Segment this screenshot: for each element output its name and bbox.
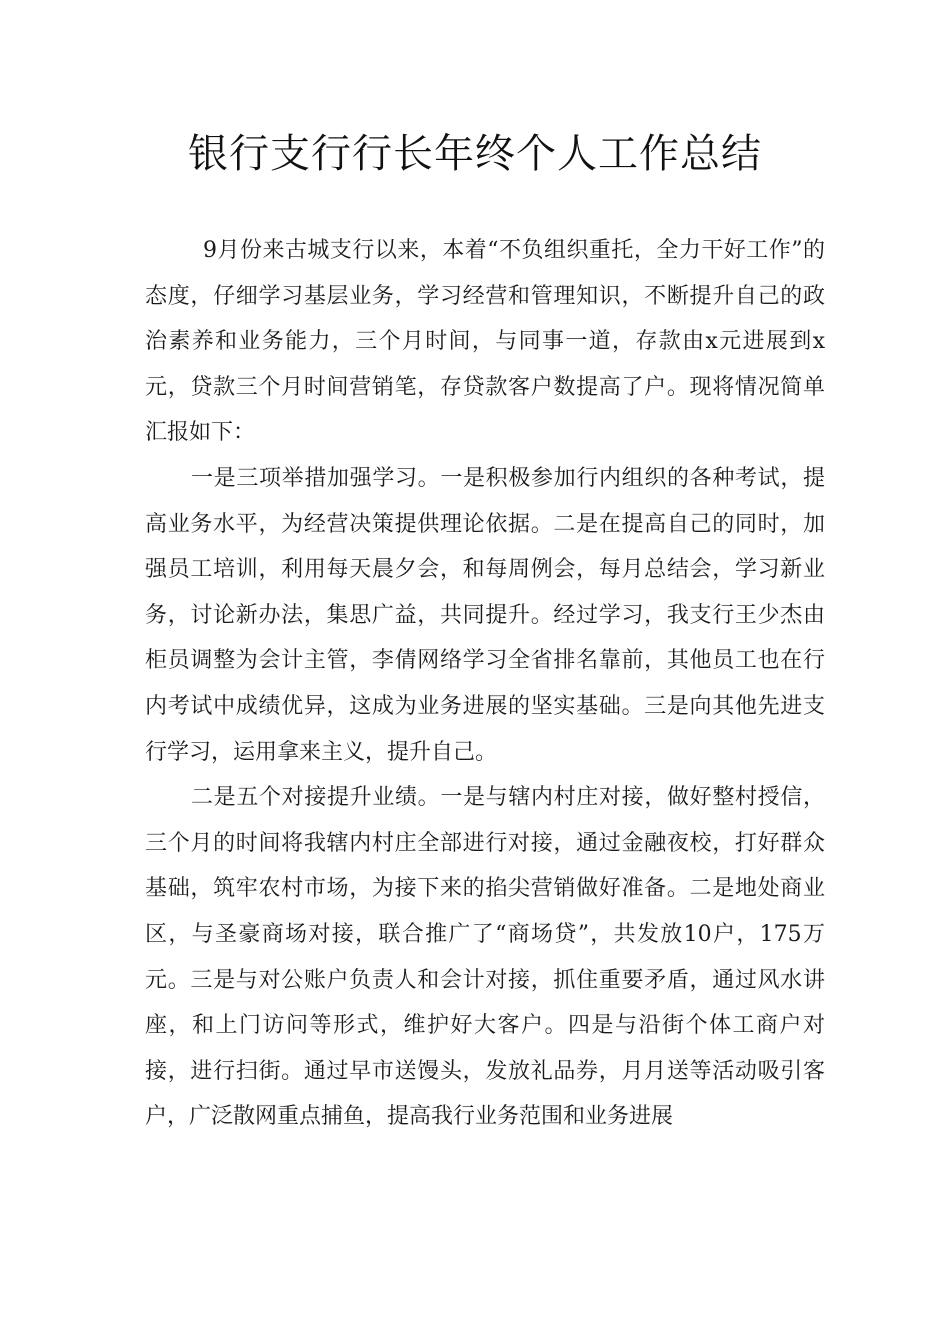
paragraph-study: 一是三项举措加强学习。一是积极参加行内组织的各种考试，提高业务水平，为经营决策提供理论依据。二是在提高自己的同时，加强员工培训，利用每天晨夕会，和每周例会，每月总结会，学习新业务，讨论新办法，集思广益，共同提升。经过学习，我支行王少杰由柜员调整为会计主管，李倩网络学习全省排名靠前，其他员工也在行内考试中成绩优异，这成为业务进展的坚实基础。三是向其他先进支行学习，运用拿来主义，提升自己。 <box>145 465 825 765</box>
document-body <box>145 228 825 1140</box>
paragraph-performance: 二是五个对接提升业绩。一是与辖内村庄对接，做好整村授信，三个月的时间将我辖内村庄全部进行对接，通过金融夜校，打好群众基础，筑牢农村市场，为接下来的掐尖营销做好准备。二是地处商业区，与圣豪商场对接，联合推广了“商场贷”，共发放10户，175万元。三是与对公账户负责人和会计对接，抓住重要矛盾，通过风水讲座，和上门访问等形式，维护好大客户。四是与沿街个体工商户对接，进行扫街。通过早市送馒头，发放礼品券，月月送等活动吸引客户，广泛散网重点捕鱼，提高我行业务范围和业务进展 <box>145 785 825 1130</box>
paragraph-intro: 9月份来古城支行以来，本着“不负组织重托，全力干好工作”的态度，仔细学习基层业务，学习经营和管理知识，不断提升自己的政治素养和业务能力，三个月时间，与同事一道，存款由x元进展到x元，贷款三个月时间营销笔，存贷款客户数提高了户。现将情况简单汇报如下： <box>145 238 825 446</box>
document-title: 银行支行行长年终个人工作总结 <box>188 131 762 177</box>
